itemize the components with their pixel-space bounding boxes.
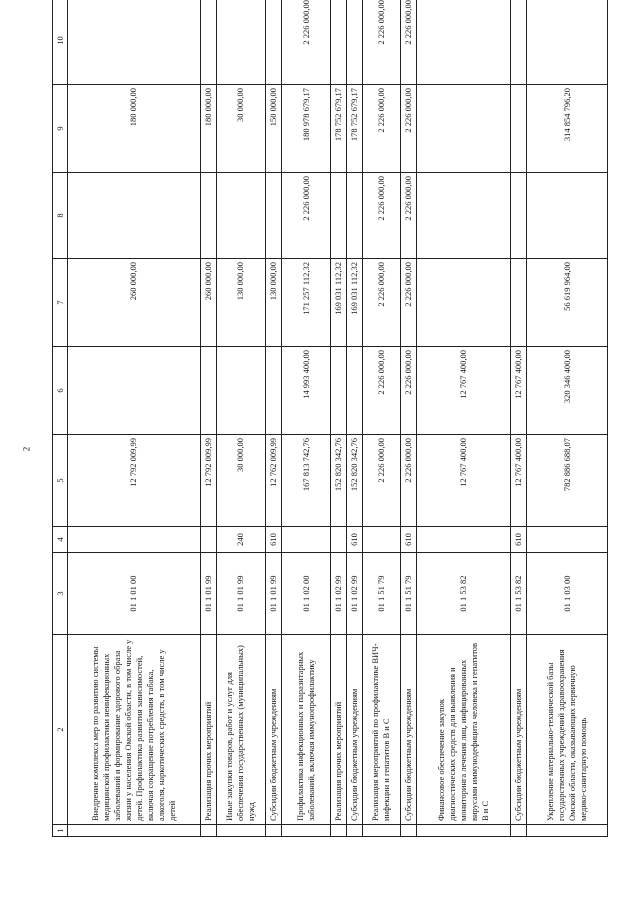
table-cell-c8 xyxy=(347,173,363,259)
table-cell-c1 xyxy=(281,825,331,837)
table-cell-c1 xyxy=(68,825,201,837)
table-cell-c6 xyxy=(347,347,363,435)
table-cell-c5: 12 767 400,00 xyxy=(511,435,527,527)
table-cell-c4 xyxy=(331,527,347,553)
header-row xyxy=(53,0,68,837)
table-cell-c7: 2 226 000,00 xyxy=(362,259,400,347)
table-cell-c7: 171 257 112,32 xyxy=(281,259,331,347)
table-cell-c6: 2 226 000,00 xyxy=(362,347,400,435)
table-cell-c2: Субсидии бюджетным учреждениям xyxy=(347,635,363,825)
table-cell-c8 xyxy=(216,173,266,259)
rotated-table-wrapper xyxy=(52,0,608,837)
table-cell-c3: 01 1 02 00 xyxy=(281,553,331,635)
table-cell-c5: 12 767 400,00 xyxy=(416,435,511,527)
table-cell-c1 xyxy=(200,825,216,837)
table-cell-c8 xyxy=(266,173,282,259)
table-cell-c5: 2 226 000,00 xyxy=(362,435,400,527)
table-cell-c1 xyxy=(216,825,266,837)
table-cell-c8 xyxy=(68,173,201,259)
table-cell-c5: 12 792 009,99 xyxy=(68,435,201,527)
table-cell-c2: Укрепление материально-технической базы государственных учреждений здравоохранения Омской области, оказывающих первичную медико-санитарную помощь xyxy=(527,635,608,825)
table-cell-c2: Внедрение комплекса мер по развитию системы медицинской профилактики неинфекционных заболеваний и формирование здорового образа жизни у населения Омской области, в том числе у детей. Профилактика развития зависимостей, включая сокращение потребления табака, алкоголя, наркотических средств, в том числе у детей xyxy=(68,635,201,825)
table-cell-c1 xyxy=(401,825,417,837)
table-cell-c2: Профилактика инфекционных и паразитарных заболеваний, включая иммунопрофилактику xyxy=(281,635,331,825)
table-cell-c6: 12 767 400,00 xyxy=(416,347,511,435)
table-cell-c2: Реализация мероприятий по профилактике ВИЧ-инфекции и гепатитов В и С xyxy=(362,635,400,825)
table-cell-c10: 2 226 000,00 xyxy=(401,0,417,85)
table-cell-c8 xyxy=(527,173,608,259)
table-cell-c10 xyxy=(68,0,201,85)
table-cell-c7: 169 031 112,32 xyxy=(331,259,347,347)
table-cell-c6 xyxy=(200,347,216,435)
table-cell-c6 xyxy=(216,347,266,435)
table-cell-c9: 180 978 679,17 xyxy=(281,85,331,173)
header-cell: 4 xyxy=(53,527,68,553)
table-cell-c9 xyxy=(511,85,527,173)
table-cell-c10 xyxy=(200,0,216,85)
table-row xyxy=(347,0,363,837)
table-row xyxy=(416,0,511,837)
table-row xyxy=(511,0,527,837)
table-cell-c10 xyxy=(266,0,282,85)
table-cell-c8 xyxy=(416,173,511,259)
table-cell-c6 xyxy=(266,347,282,435)
table-cell-c6: 14 993 400,00 xyxy=(281,347,331,435)
table-cell-c1 xyxy=(266,825,282,837)
page-number: 2 xyxy=(21,446,32,452)
table-row xyxy=(281,0,331,837)
header-cell: 10 xyxy=(53,0,68,85)
table-cell-c4: 610 xyxy=(266,527,282,553)
table-cell-c8: 2 226 000,00 xyxy=(362,173,400,259)
table-row xyxy=(216,0,266,837)
table-cell-c6: 12 767 400,00 xyxy=(511,347,527,435)
table-cell-c10 xyxy=(347,0,363,85)
table-cell-c3: 01 1 51 79 xyxy=(362,553,400,635)
table-cell-c3: 01 1 02 99 xyxy=(347,553,363,635)
table-cell-c1 xyxy=(331,825,347,837)
table-cell-c4 xyxy=(68,527,201,553)
header-cell: 7 xyxy=(53,259,68,347)
table-cell-c10 xyxy=(527,0,608,85)
table-cell-c2: Финансовое обеспечение закупок диагностических средств для выявления и мониторинга лечения лиц, инфицированных вирусами иммунодефицита человека и гепатитов В и С xyxy=(416,635,511,825)
header-cell: 5 xyxy=(53,435,68,527)
table-cell-c9 xyxy=(416,85,511,173)
table-row xyxy=(362,0,400,837)
table-cell-c6: 320 346 400,00 xyxy=(527,347,608,435)
table-row xyxy=(527,0,608,837)
table-cell-c5: 152 820 342,76 xyxy=(331,435,347,527)
table-cell-c7: 56 619 964,00 xyxy=(527,259,608,347)
table-cell-c2: Субсидии бюджетным учреждениям xyxy=(511,635,527,825)
table-cell-c9: 2 226 000,00 xyxy=(362,85,400,173)
table-cell-c3: 01 1 53 82 xyxy=(416,553,511,635)
table-cell-c2: Реализация прочих мероприятий xyxy=(200,635,216,825)
table-cell-c4 xyxy=(527,527,608,553)
table-cell-c10 xyxy=(416,0,511,85)
table-cell-c10 xyxy=(511,0,527,85)
table-cell-c5: 30 000,00 xyxy=(216,435,266,527)
table-cell-c4: 610 xyxy=(347,527,363,553)
table-cell-c1 xyxy=(362,825,400,837)
table-cell-c7 xyxy=(416,259,511,347)
table-cell-c9: 180 000,00 xyxy=(68,85,201,173)
table-cell-c2: Субсидии бюджетным учреждениям xyxy=(266,635,282,825)
table-cell-c10 xyxy=(216,0,266,85)
table-cell-c7: 130 000,00 xyxy=(216,259,266,347)
table-cell-c4 xyxy=(281,527,331,553)
table-cell-c6 xyxy=(68,347,201,435)
table-cell-c3: 01 1 01 99 xyxy=(216,553,266,635)
table-cell-c3: 01 1 03 00 xyxy=(527,553,608,635)
table-cell-c9: 314 854 796,20 xyxy=(527,85,608,173)
table-cell-c3: 01 1 02 99 xyxy=(331,553,347,635)
table-cell-c3: 01 1 01 99 xyxy=(200,553,216,635)
table-row xyxy=(266,0,282,837)
table-cell-c1 xyxy=(527,825,608,837)
header-cell: 1 xyxy=(53,825,68,837)
table-cell-c10: 2 226 000,00 xyxy=(281,0,331,85)
table-body xyxy=(68,0,608,837)
table-cell-c2: Субсидии бюджетным учреждениям xyxy=(401,635,417,825)
table-cell-c3: 01 1 01 99 xyxy=(266,553,282,635)
table-cell-c7: 260 000,00 xyxy=(68,259,201,347)
table-row xyxy=(401,0,417,837)
budget-table xyxy=(52,0,608,837)
table-cell-c5: 2 226 000,00 xyxy=(401,435,417,527)
table-cell-c9: 150 000,00 xyxy=(266,85,282,173)
table-cell-c3: 01 1 51 79 xyxy=(401,553,417,635)
table-cell-c5: 152 820 342,76 xyxy=(347,435,363,527)
table-cell-c7: 2 226 000,00 xyxy=(401,259,417,347)
header-cell: 3 xyxy=(53,553,68,635)
table-row xyxy=(331,0,347,837)
table-cell-c4: 240 xyxy=(216,527,266,553)
table-cell-c4: 610 xyxy=(511,527,527,553)
table-cell-c8: 2 226 000,00 xyxy=(401,173,417,259)
header-cell: 8 xyxy=(53,173,68,259)
table-cell-c9: 178 752 679,17 xyxy=(331,85,347,173)
table-cell-c6: 2 226 000,00 xyxy=(401,347,417,435)
table-cell-c8: 2 226 000,00 xyxy=(281,173,331,259)
table-cell-c8 xyxy=(200,173,216,259)
table-cell-c4 xyxy=(200,527,216,553)
table-cell-c7: 130 000,00 xyxy=(266,259,282,347)
table-cell-c9: 180 000,00 xyxy=(200,85,216,173)
table-cell-c3: 01 1 01 00 xyxy=(68,553,201,635)
table-cell-c7: 260 000,00 xyxy=(200,259,216,347)
table-cell-c2: Иные закупки товаров, работ и услуг для обеспечения государственных (муниципальных) нужд xyxy=(216,635,266,825)
table-cell-c4: 610 xyxy=(401,527,417,553)
table-cell-c10 xyxy=(331,0,347,85)
table-cell-c1 xyxy=(347,825,363,837)
table-cell-c6 xyxy=(331,347,347,435)
table-cell-c9: 178 752 679,17 xyxy=(347,85,363,173)
table-cell-c5: 782 886 688,07 xyxy=(527,435,608,527)
table-cell-c8 xyxy=(331,173,347,259)
table-cell-c4 xyxy=(362,527,400,553)
table-cell-c10: 2 226 000,00 xyxy=(362,0,400,85)
table-row xyxy=(200,0,216,837)
header-cell: 6 xyxy=(53,347,68,435)
table-cell-c9: 2 226 000,00 xyxy=(401,85,417,173)
table-cell-c1 xyxy=(416,825,511,837)
table-cell-c7: 169 031 112,32 xyxy=(347,259,363,347)
table-cell-c3: 01 1 53 82 xyxy=(511,553,527,635)
header-cell: 2 xyxy=(53,635,68,825)
table-cell-c5: 12 762 009,99 xyxy=(266,435,282,527)
table-cell-c7 xyxy=(511,259,527,347)
table-cell-c9: 30 000,00 xyxy=(216,85,266,173)
table-cell-c5: 12 792 009,99 xyxy=(200,435,216,527)
table-cell-c4 xyxy=(416,527,511,553)
table-row xyxy=(68,0,201,837)
table-cell-c1 xyxy=(511,825,527,837)
table-cell-c8 xyxy=(511,173,527,259)
header-cell: 9 xyxy=(53,85,68,173)
table-cell-c2: Реализация прочих мероприятий xyxy=(331,635,347,825)
table-cell-c5: 167 813 742,76 xyxy=(281,435,331,527)
